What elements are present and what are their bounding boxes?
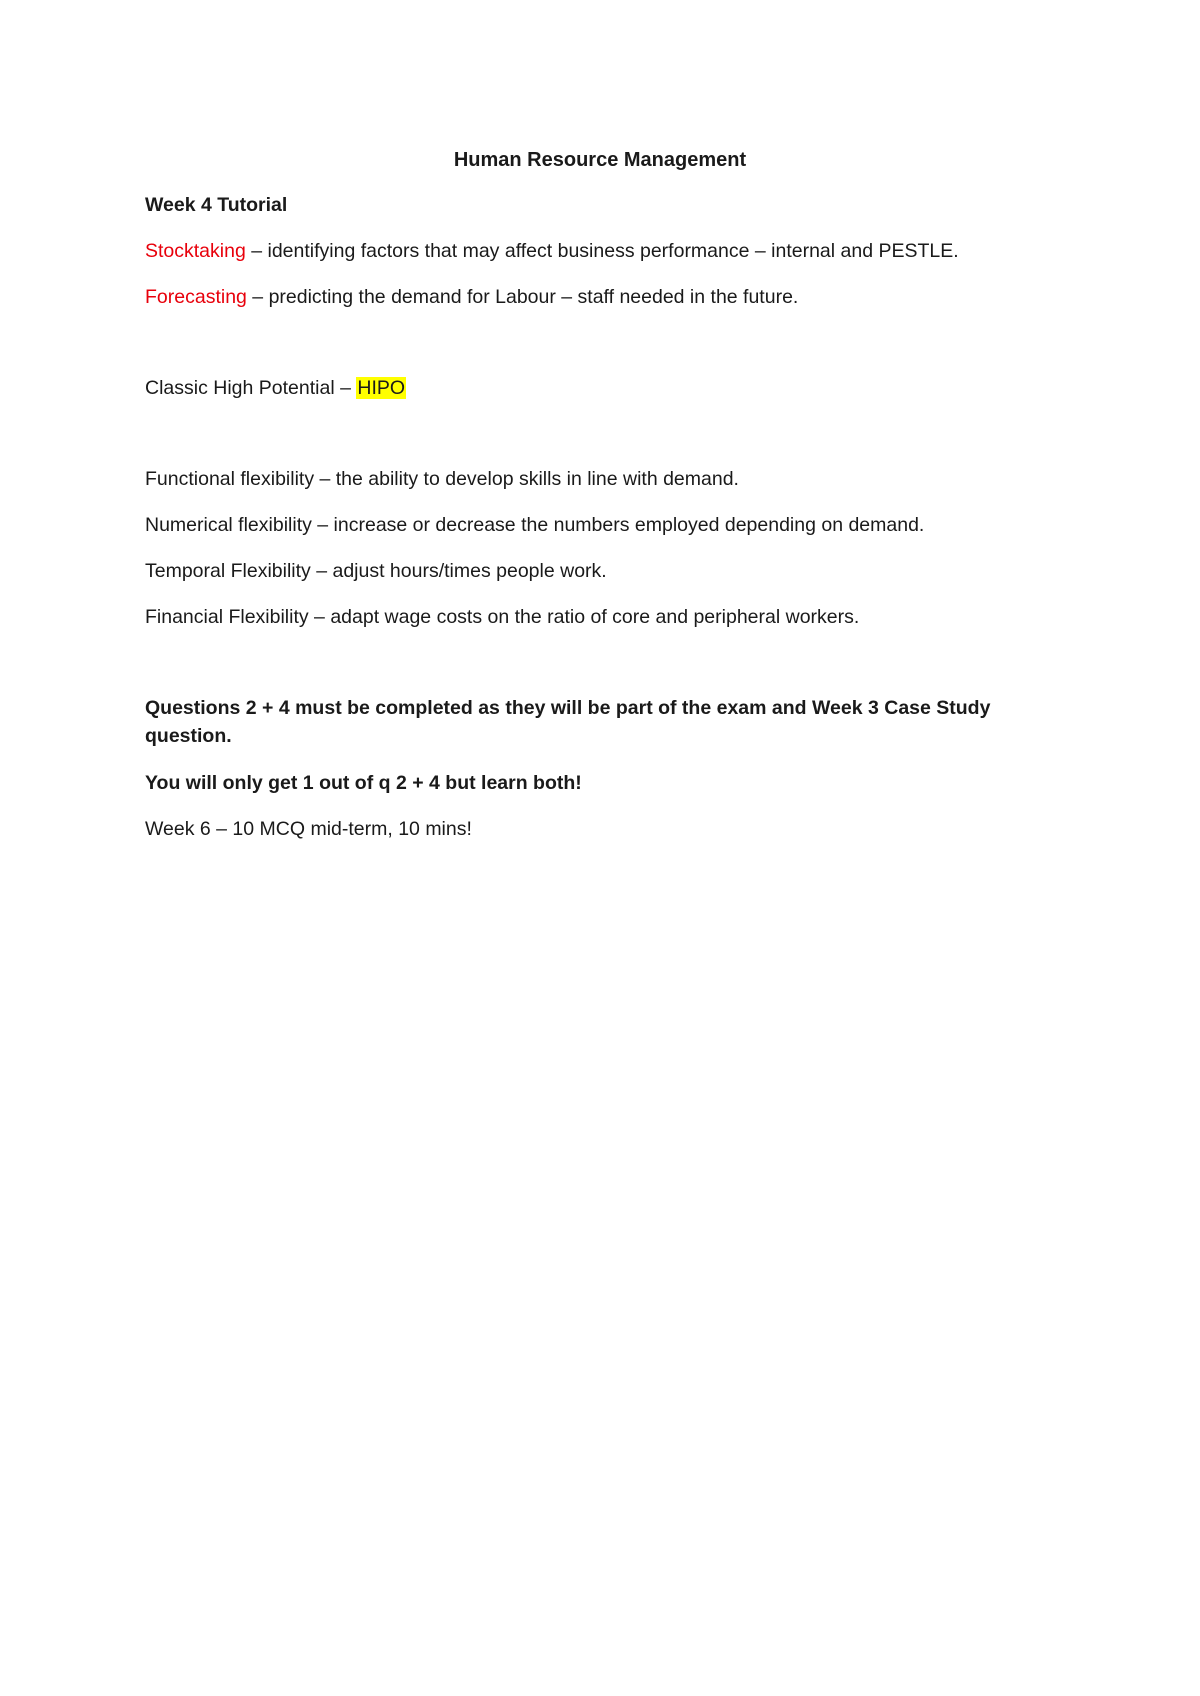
hipo-acronym: HIPO — [357, 377, 406, 399]
document-subtitle: Week 4 Tutorial — [145, 194, 288, 216]
stocktaking-term: Stocktaking — [145, 240, 246, 262]
flexibility-numerical: Numerical flexibility – increase or decrease the numbers employed depending on demand. — [145, 514, 925, 536]
flexibility-temporal: Temporal Flexibility – adjust hours/times people work. — [145, 560, 607, 582]
hipo-prefix: Classic High Potential – — [145, 377, 357, 399]
forecasting-line — [145, 283, 798, 311]
stocktaking-definition: – identifying factors that may affect business performance – internal and PESTLE. — [245, 240, 959, 262]
midterm-note: Week 6 – 10 MCQ mid-term, 10 mins! — [145, 818, 472, 840]
flexibility-functional: Functional flexibility – the ability to develop skills in line with demand. — [145, 468, 739, 490]
flexibility-financial: Financial Flexibility – adapt wage costs on the ratio of core and peripheral workers. — [145, 606, 860, 628]
stocktaking-line — [145, 237, 959, 265]
notice-learn: You will only get 1 out of q 2 + 4 but learn both! — [145, 772, 582, 794]
notice-questions: Questions 2 + 4 must be completed as they will be part of the exam and Week 3 Case Study question. — [145, 697, 991, 747]
hipo-line — [145, 374, 406, 402]
forecasting-term: Forecasting — [145, 286, 247, 308]
document-title: Human Resource Management — [453, 149, 747, 171]
forecasting-definition: – predicting the demand for Labour – staff needed in the future. — [246, 286, 799, 308]
